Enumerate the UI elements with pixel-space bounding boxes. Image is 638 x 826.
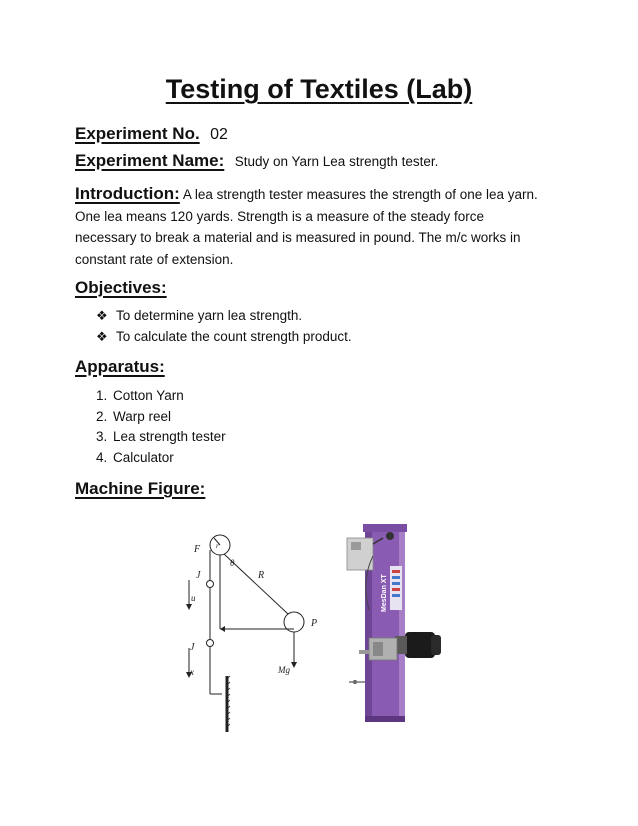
page-title: Testing of Textiles (Lab) (165, 74, 473, 104)
list-item: 4. Calculator (96, 449, 174, 465)
list-item: ❖ To calculate the count strength product. (96, 327, 352, 348)
label-J1: J (196, 570, 201, 581)
experiment-no-value: 02 (210, 126, 228, 143)
list-item: 3. Lea strength tester (96, 429, 226, 444)
experiment-name-label: Experiment Name: (75, 151, 225, 170)
label-theta: θ (230, 558, 235, 568)
lea-tester-schematic-diagram (178, 528, 328, 734)
experiment-name-value: Study on Yarn Lea strength tester. (234, 154, 439, 169)
experiment-no-label: Experiment No. (75, 124, 200, 143)
diamond-bullet-icon: ❖ (96, 308, 108, 323)
apparatus-heading: Apparatus: (75, 357, 165, 376)
introduction-text: A lea strength tester measures the strength of one lea yarn. One lea means 120 yards. Strength is a measure of the steady force necessary to break a material and is measured in pound. The m/c works in constant rate of extension. (75, 187, 538, 267)
label-r: r (216, 542, 219, 550)
apparatus-list (96, 386, 226, 468)
machine-figure-heading: Machine Figure: (75, 479, 206, 498)
introduction-label: Introduction: (75, 184, 180, 203)
label-R: R (258, 570, 265, 581)
label-J2: J (190, 642, 195, 653)
objectives-heading: Objectives: (75, 278, 167, 297)
label-F: F (194, 544, 201, 555)
list-item: 1. Cotton Yarn (96, 388, 184, 403)
label-P: P (311, 618, 318, 629)
label-u: u (191, 593, 196, 603)
list-item: ❖ To determine yarn lea strength. (96, 306, 352, 327)
machine-brand-label: MesDan XT (381, 574, 388, 612)
list-item: 2. Warp reel (96, 408, 172, 424)
introduction-paragraph (75, 183, 545, 270)
diamond-bullet-icon: ❖ (96, 328, 108, 344)
objectives-list (96, 306, 352, 347)
label-Mg: Mg (278, 665, 290, 675)
lea-tester-machine-image (335, 520, 445, 725)
experiment-no-row (75, 124, 228, 144)
experiment-name-row (75, 151, 438, 171)
label-x: x (190, 667, 194, 677)
